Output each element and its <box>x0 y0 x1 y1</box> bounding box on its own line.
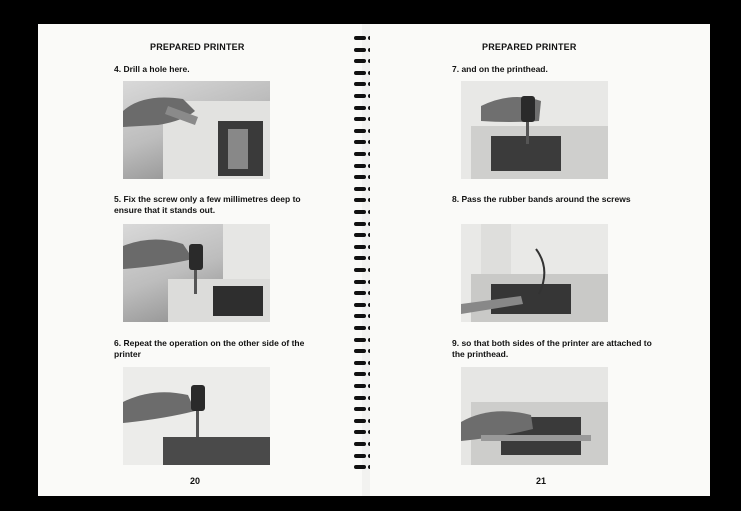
page-number-left: 20 <box>190 476 201 486</box>
step-5-photo <box>123 224 270 322</box>
left-page-header: PREPARED PRINTER <box>150 42 245 52</box>
step-4-caption: 4. Drill a hole here. <box>114 64 190 74</box>
step-7-caption: 7. and on the printhead. <box>452 64 548 74</box>
step-6-caption: 6. Repeat the operation on the other side of the printer <box>114 338 305 359</box>
step-5-caption: 5. Fix the screw only a few millimetres deep to ensure that it stands out. <box>114 194 301 215</box>
page-number-right: 21 <box>536 476 547 486</box>
step-9-caption: 9. so that both sides of the printer are attached to the printhead. <box>452 338 652 359</box>
step-4-photo <box>123 81 270 179</box>
right-page-header: PREPARED PRINTER <box>482 42 577 52</box>
step-6-photo <box>123 367 270 465</box>
right-page <box>370 24 710 496</box>
step-8-caption: 8. Pass the rubber bands around the screws <box>452 194 631 204</box>
step-7-photo <box>461 81 608 179</box>
open-booklet <box>38 14 710 496</box>
step-9-photo <box>461 367 608 465</box>
left-page <box>38 24 366 496</box>
step-8-photo <box>461 224 608 322</box>
